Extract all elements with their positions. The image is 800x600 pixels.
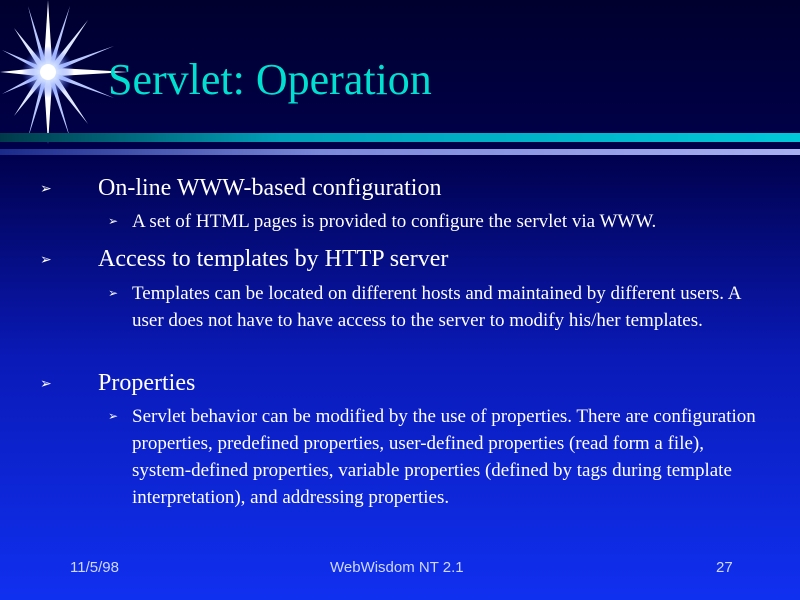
footer-title: WebWisdom NT 2.1 [330, 559, 464, 576]
sub-bullet-arrow-icon: ➢ [108, 286, 119, 300]
bullet-1: On-line WWW-based configuration [98, 175, 442, 201]
bullet-3: Properties [98, 370, 196, 396]
sub-bullet-1: A set of HTML pages is provided to configure the servlet via WWW. [132, 211, 657, 232]
sub-bullet-2: Templates can be located on different hosts and maintained by different users. A user does not have to have access to the server to modify his/her templates. [132, 283, 741, 331]
page-number: 27 [716, 559, 733, 576]
bullet-2: Access to templates by HTTP server [98, 246, 449, 272]
bullet-arrow-icon: ➢ [40, 253, 52, 268]
title-divider-bottom [0, 149, 800, 155]
slide-title: Servlet: Operation [108, 55, 432, 104]
sub-bullet-arrow-icon: ➢ [108, 409, 119, 423]
footer-date: 11/5/98 [70, 559, 119, 576]
sub-bullet-3: Servlet behavior can be modified by the use of properties. There are configuration properties, predefined properties, user-defined properties (read form a file), system-defined properties, variable properties (defined by tags during template interpretation), and addressing properties. [132, 406, 756, 508]
bullet-arrow-icon: ➢ [40, 182, 52, 197]
bullet-arrow-icon: ➢ [40, 377, 52, 392]
title-divider-top [0, 133, 800, 142]
sub-bullet-arrow-icon: ➢ [108, 214, 119, 228]
